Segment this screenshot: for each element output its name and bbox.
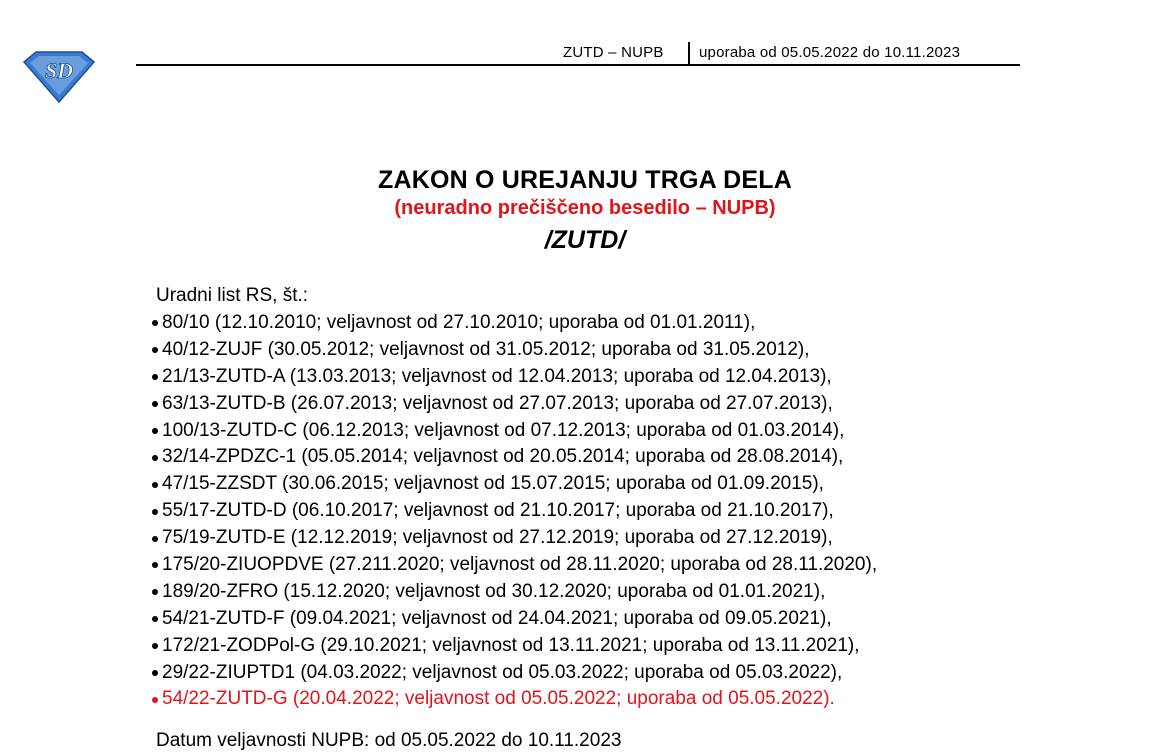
- amendment-text: 55/17-ZUTD-D (06.10.2017; veljavnost od 21.10.2017; uporaba od 21.10.2017),: [162, 500, 834, 522]
- amendment-text: 75/19-ZUTD-E (12.12.2019; veljavnost od 27.12.2019; uporaba od 27.12.2019),: [162, 527, 833, 549]
- shield-logo-icon: [22, 48, 96, 104]
- document-title: ZAKON O UREJANJU TRGA DELA: [377, 166, 792, 194]
- bullet-icon: [152, 482, 158, 488]
- header-separator: [688, 42, 690, 65]
- amendment-item: [152, 310, 877, 337]
- amendment-text: 172/21-ZODPol-G (29.10.2021; veljavnost od 13.11.2021; uporaba od 13.11.2021),: [162, 634, 860, 656]
- amendment-item: [152, 391, 877, 418]
- amendment-text: 40/12-ZUJF (30.05.2012; veljavnost od 31.05.2012; uporaba od 31.05.2012),: [162, 338, 810, 360]
- amendment-item: [152, 579, 877, 606]
- amendment-text: 63/13-ZUTD-B (26.07.2013; veljavnost od 27.07.2013; uporaba od 27.07.2013),: [162, 392, 833, 414]
- bullet-icon: [152, 347, 158, 353]
- amendment-item: [152, 364, 877, 391]
- bullet-icon: [152, 401, 158, 407]
- validity-line: Datum veljavnosti NUPB: od 05.05.2022 do 10.11.2023: [156, 730, 622, 751]
- amendment-text: 54/21-ZUTD-F (09.04.2021; veljavnost od 24.04.2021; uporaba od 09.05.2021),: [162, 607, 832, 629]
- amendment-item: [152, 633, 877, 660]
- bullet-icon: [152, 320, 158, 326]
- header-law-code: ZUTD – NUPB: [563, 44, 664, 61]
- amendment-text: 32/14-ZPDZC-1 (05.05.2014; veljavnost od 20.05.2014; uporaba od 28.08.2014),: [162, 446, 844, 468]
- amendment-text: 189/20-ZFRO (15.12.2020; veljavnost od 30.12.2020; uporaba od 01.01.2021),: [162, 580, 826, 602]
- header-rule: [136, 64, 1020, 66]
- bullet-icon: [152, 643, 158, 649]
- bullet-icon: [152, 536, 158, 542]
- bullet-icon: [152, 697, 158, 703]
- amendment-text: 80/10 (12.10.2010; veljavnost od 27.10.2010; uporaba od 01.01.2011),: [162, 312, 756, 333]
- amendment-text: 29/22-ZIUPTD1 (04.03.2022; veljavnost od 05.03.2022; uporaba od 05.03.2022),: [162, 661, 843, 683]
- amendment-item: [152, 337, 877, 364]
- document-subtitle: (neuradno prečiščeno besedilo – NUPB): [394, 197, 776, 219]
- bullet-icon: [152, 562, 158, 568]
- bullet-icon: [152, 428, 158, 434]
- bullet-icon: [152, 589, 158, 595]
- amendment-text: 100/13-ZUTD-C (06.12.2013; veljavnost od 07.12.2013; uporaba od 01.03.2014),: [162, 419, 845, 441]
- amendment-item: [152, 606, 877, 633]
- amendment-item: [152, 660, 877, 687]
- amendment-item: [152, 498, 877, 525]
- bullet-icon: [152, 616, 158, 622]
- amendment-text: 47/15-ZZSDT (30.06.2015; veljavnost od 15.07.2015; uporaba od 01.09.2015),: [162, 473, 824, 495]
- bullet-icon: [152, 670, 158, 676]
- amendment-text: 54/22-ZUTD-G (20.04.2022; veljavnost od 05.05.2022; uporaba od 05.05.2022).: [162, 688, 835, 710]
- bullet-icon: [152, 455, 158, 461]
- amendment-item-latest: [152, 686, 877, 713]
- bullet-icon: [152, 509, 158, 515]
- amendment-item: [152, 444, 877, 471]
- gazette-label: Uradni list RS, št.:: [156, 285, 309, 306]
- amendment-text: 21/13-ZUTD-A (13.03.2013; veljavnost od 12.04.2013; uporaba od 12.04.2013),: [162, 365, 832, 387]
- bullet-icon: [152, 374, 158, 380]
- amendment-item: [152, 418, 877, 445]
- amendment-list: [152, 310, 877, 713]
- header-usage-period: uporaba od 05.05.2022 do 10.11.2023: [699, 44, 961, 61]
- amendment-text: 175/20-ZIUOPDVE (27.211.2020; veljavnost od 28.11.2020; uporaba od 28.11.2020),: [162, 554, 878, 576]
- amendment-item: [152, 552, 877, 579]
- svg-text:SD: SD: [44, 58, 74, 83]
- amendment-item: [152, 525, 877, 552]
- document-abbreviation: /ZUTD/: [544, 226, 626, 254]
- amendment-item: [152, 471, 877, 498]
